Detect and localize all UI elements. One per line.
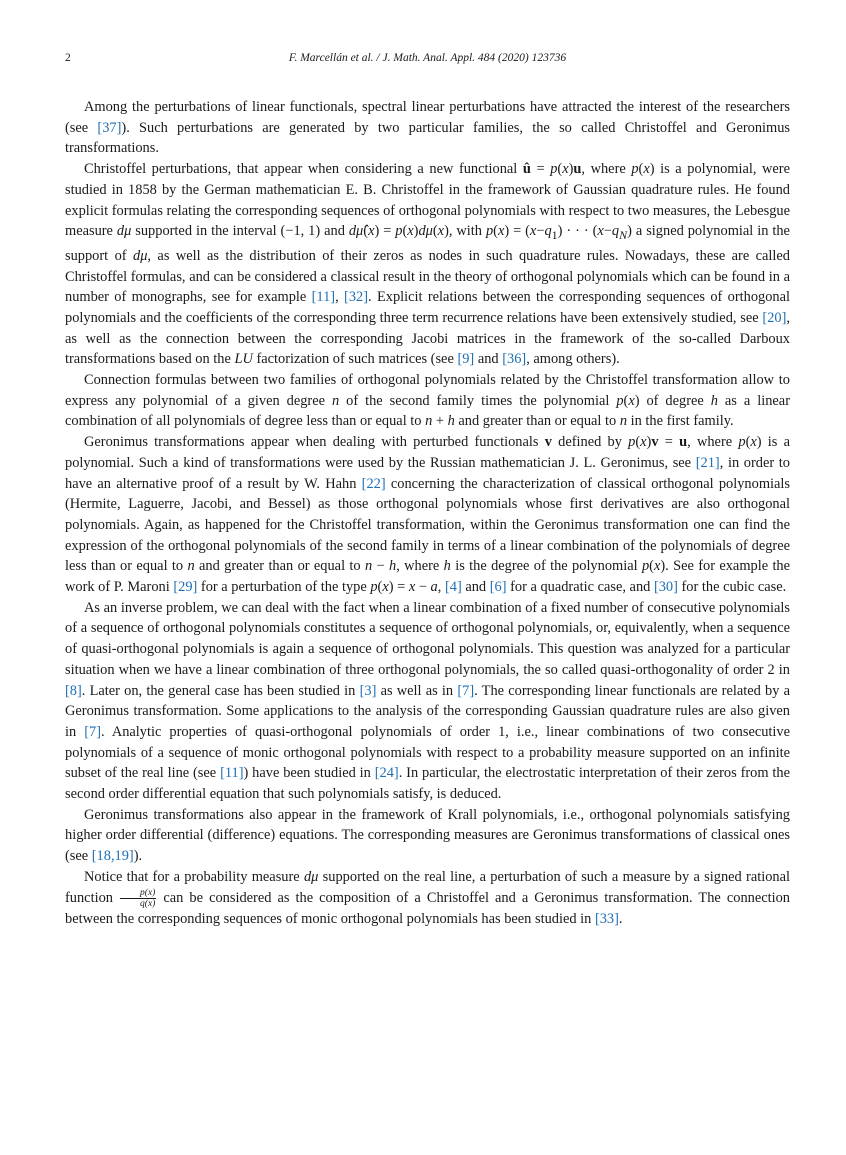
inline-math: p(x) = x − a (370, 579, 438, 596)
citation-link[interactable]: [30] (653, 579, 678, 596)
text-run: in the first family. (627, 413, 734, 430)
citation-link[interactable]: [33] (594, 910, 619, 927)
inline-math: n (331, 392, 340, 409)
citation-link[interactable]: [7] (457, 682, 475, 699)
text-run: as a linear combination of all polynomials of degree less than or equal to (65, 392, 790, 430)
text-run: supported in the interval (131, 223, 281, 240)
inline-math: p(x) (616, 392, 640, 409)
text-run: and (474, 351, 503, 368)
text-run: Geronimus transformations appear when dealing with perturbed functionals (84, 434, 545, 451)
text-run: as well as in (376, 682, 458, 699)
text-run: . Later on, the general case has been studied in (81, 682, 360, 699)
text-run: Notice that for a probability measure (84, 868, 304, 885)
running-head: F. Marcellán et al. / J. Math. Anal. Appl. 484 (2020) 123736 (288, 52, 567, 64)
inline-math: v (544, 434, 552, 451)
inline-math: n (187, 558, 195, 575)
page-number: 2 (65, 52, 71, 64)
inline-math: $p(x) = (x-q_1)$ · · · $(x-q_N)$ (485, 223, 632, 243)
citation-link[interactable]: [29] (173, 579, 198, 596)
inline-math: p(x)v = u (628, 434, 688, 451)
text-run: and greater than or equal to (454, 413, 620, 430)
text-run: , (335, 289, 345, 306)
citation-link[interactable]: [37] (97, 119, 122, 136)
citation-link[interactable]: [20] (762, 309, 787, 326)
text-run: for a quadratic case, and (506, 579, 654, 596)
inline-math: (−1, 1) (280, 223, 321, 240)
text-run: supported on the real line, a perturbation of such a measure by a signed rational function (65, 868, 790, 906)
citation-link[interactable]: [6] (489, 579, 507, 596)
inline-math: p(x) (631, 161, 655, 178)
inline-math: dμ (133, 247, 148, 264)
text-run: can be considered as the composition of a Christoffel and a Geronimus transformation. The connection between the corresponding sequences of monic orthogonal polynomials has been studied in (65, 889, 791, 927)
text-run: concerning the characterization of classical orthogonal polynomials (Hermite, Laguerre, Jacobi, and Bessel) as those orthogonal polynomials whose first derivatives are also orthogonal polynomials. Again, as happened for the Christoffel transformation, within the Geronimus transformation one can find the expression of the orthogonal polynomials of the second family in terms of a linear combination of the polynomials of degree less than or equal to (65, 475, 791, 575)
text-run: . (618, 910, 623, 927)
text-run: ). (133, 848, 143, 865)
page-header (65, 52, 790, 70)
citation-link[interactable]: [4] (444, 579, 462, 596)
text-run: ). Such perturbations are generated by two particular families, the so called Christoffel and Geronimus transformations. (65, 119, 790, 157)
text-run: , in order to have an alternative proof of a result by W. Hahn (65, 454, 791, 492)
text-run: , (437, 579, 445, 596)
text-run: . See for example the work of P. Maroni (65, 558, 791, 596)
inline-math: $\frac{p(x)}{q(x)}$ (119, 890, 157, 906)
inline-math: dμ (116, 223, 132, 240)
citation-link[interactable]: [8] (65, 682, 82, 699)
citation-link[interactable]: [24] (374, 765, 399, 782)
citation-link[interactable]: [22] (361, 475, 386, 492)
paragraph (65, 867, 790, 930)
text-run: factorization of such matrices (see (252, 351, 458, 368)
text-run: , among others). (526, 351, 620, 368)
inline-math: û = p(x)u (522, 161, 582, 178)
text-run: Connection formulas between two families of orthogonal polynomials related by the Christoffel transformation allow to express any polynomial of a given degree (65, 372, 790, 409)
inline-math: p(x) (738, 434, 762, 451)
paragraph (65, 805, 790, 867)
text-run: and (461, 579, 490, 596)
text-run: , where (396, 558, 444, 575)
citation-link[interactable]: [21] (695, 454, 720, 471)
text-run: is a polynomial. Such a kind of transformations were used by the Russian mathematician J. L. Geronimus, see (65, 434, 791, 471)
text-run: . Explicit relations between the corresponding sequences of orthogonal polynomials and the coefficients of the corresponding three term recurrence relations have been extensively studied, see (65, 289, 790, 326)
text-run: ) have been studied in (243, 765, 375, 782)
paragraph (65, 97, 790, 159)
text-run: a signed polynomial in the support of (65, 223, 790, 264)
text-run: Among the perturbations of linear functionals, spectral linear perturbations have attracted the interest of the researchers (see (65, 99, 790, 136)
paragraph (65, 159, 790, 370)
text-run: and (320, 223, 349, 240)
paragraph (65, 432, 790, 598)
paragraph (65, 370, 790, 432)
text-run: As an inverse problem, we can deal with the fact when a linear combination of a fixed number of consecutive polynomials of a sequence of orthogonal polynomials constitutes a sequence of orthogonal polynomials, or, equivalently, when a sequence of quasi-orthogonal polynomials is again a sequence of orthogonal polynomials. This question was analyzed for a particular situation when we have a linear combination of three orthogonal polynomials, the so called quasi-orthogonality of order 2 in (65, 599, 790, 678)
text-run: is the degree of the polynomial (450, 558, 642, 575)
citation-link[interactable]: [11] (311, 289, 336, 306)
citation-link[interactable]: [36] (502, 351, 527, 368)
text-run: , as well as the distribution of their zeros as nodes in such quadrature rules. Nowadays, these are called Christoffel formulas, and can be considered a classical result in the theory of orthogonal polynomials which can be found in a number of monographs, see for example (65, 247, 790, 306)
text-run: is a polynomial, were studied in 1858 by the German mathematician E. B. Christoffel in the framework of Gaussian quadrature rules. He found explicit formulas relating the corresponding sequences of orthogonal polynomials with respect to two measures, the Lebesgue measure (65, 161, 790, 240)
inline-math: LU (234, 351, 253, 368)
text-run: for the cubic case. (677, 579, 787, 596)
text-run: , where (581, 161, 632, 178)
citation-link[interactable]: [7] (84, 723, 101, 740)
inline-math: n (619, 413, 628, 430)
text-run: and greater than or equal to (194, 558, 365, 575)
inline-math: n + h (425, 413, 455, 430)
text-run: . In particular, the electrostatic interpretation of their zeros from the second order differential equation that such polynomials satisfy, is deduced. (65, 765, 791, 803)
inline-math: n − h (364, 558, 397, 575)
text-run: . Analytic properties of quasi-orthogonal polynomials of order 1, i.e., linear combinations of two consecutive polynomials of a sequence of monic orthogonal polynomials with respect to a probability measure supported on an infinite subset of the real line (see (65, 723, 790, 782)
text-run: of the second family times the polynomial (339, 392, 617, 409)
text-run: Geronimus transformations also appear in the framework of Krall polynomials, i.e., orthogonal polynomials satisfying higher order differential (difference) equations. The corresponding measures are Geronimus transformations of classical ones (see (65, 806, 790, 865)
text-run: , where (687, 434, 739, 451)
text-run: Christoffel perturbations, that appear when considering a new functional (84, 161, 523, 178)
citation-link[interactable]: [18,19] (91, 848, 134, 865)
text-run: , as well as the connection between the corresponding Jacobi matrices in the framework of the so-called Darboux transformations based on the (65, 309, 790, 368)
inline-math: h (443, 558, 451, 575)
citation-link[interactable]: [9] (457, 351, 475, 368)
body-text (65, 97, 790, 930)
text-run: defined by (551, 434, 629, 451)
inline-math: h (710, 392, 718, 409)
citation-link[interactable]: [32] (344, 289, 369, 306)
inline-math: p(x) (641, 558, 666, 575)
paragraph (65, 598, 790, 805)
text-run: for a perturbation of the type (197, 579, 371, 596)
citation-link[interactable]: [11] (220, 765, 244, 782)
text-run: of degree (639, 392, 711, 409)
text-run: . The corresponding linear functionals are related by a Geronimus transformation. Some applications to the analysis of the corresponding Gaussian quadrature rules are also given in (65, 682, 790, 740)
inline-math: dμ (303, 868, 319, 885)
inline-math: dμ̂(x) = p(x)dμ(x) (348, 223, 449, 240)
citation-link[interactable]: [3] (359, 682, 377, 699)
text-run: , with (448, 223, 486, 240)
